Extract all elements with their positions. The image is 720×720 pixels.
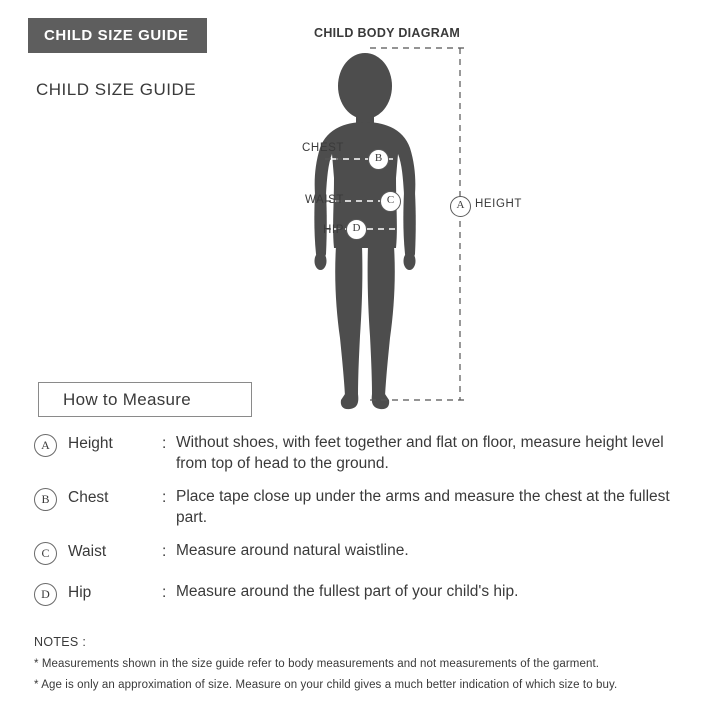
marker-d: D (346, 219, 367, 240)
size-guide-badge (28, 18, 207, 53)
row-marker-a: A (34, 434, 57, 457)
how-to-measure-heading: How to Measure (63, 390, 191, 409)
row-colon: : (162, 488, 167, 506)
measurement-row (34, 581, 698, 611)
row-marker-b: B (34, 488, 57, 511)
row-marker-c: C (34, 542, 57, 565)
child-body-figure-icon (270, 18, 570, 418)
waist-label: WAIST (305, 194, 344, 206)
page-title: CHILD SIZE GUIDE (36, 80, 197, 99)
measurement-row (34, 486, 698, 529)
height-label: HEIGHT (475, 198, 523, 210)
row-term-height: Height (68, 435, 113, 452)
row-term-hip: Hip (68, 583, 92, 601)
row-colon: : (162, 542, 167, 560)
row-marker-d: D (34, 583, 57, 606)
row-description-chest: Place tape close up under the arms and measure the chest at the fullest part. (176, 487, 670, 526)
row-term-chest: Chest (68, 488, 109, 506)
child-body-diagram (270, 18, 570, 418)
row-description-hip: Measure around the fullest part of your child's hip. (176, 582, 519, 600)
notes-title: NOTES : (34, 635, 87, 649)
marker-a: A (450, 196, 471, 217)
row-description-height: Without shoes, with feet together and flat on floor, measure height level from top of head to the ground. (176, 434, 664, 472)
row-colon: : (162, 583, 167, 601)
size-guide-badge-label: CHILD SIZE GUIDE (44, 27, 189, 44)
row-colon: : (162, 435, 167, 452)
notes-section (34, 635, 704, 700)
row-term-waist: Waist (68, 542, 107, 560)
measurement-instructions (34, 432, 698, 622)
row-description-waist: Measure around natural waistline. (176, 541, 409, 559)
marker-b: B (368, 149, 389, 170)
chest-label: CHEST (302, 142, 344, 154)
measurement-row (34, 432, 698, 475)
diagram-title: CHILD BODY DIAGRAM (314, 26, 461, 40)
measurement-row (34, 540, 698, 570)
hip-label: HIP (323, 224, 344, 236)
marker-c: C (380, 191, 401, 212)
note-line: * Measurements shown in the size guide refer to body measurements and not measurements of the garment. (34, 658, 600, 670)
note-line: * Age is only an approximation of size. Measure on your child gives a much better indication of which size to buy. (34, 679, 618, 691)
how-to-measure-box (38, 382, 252, 417)
